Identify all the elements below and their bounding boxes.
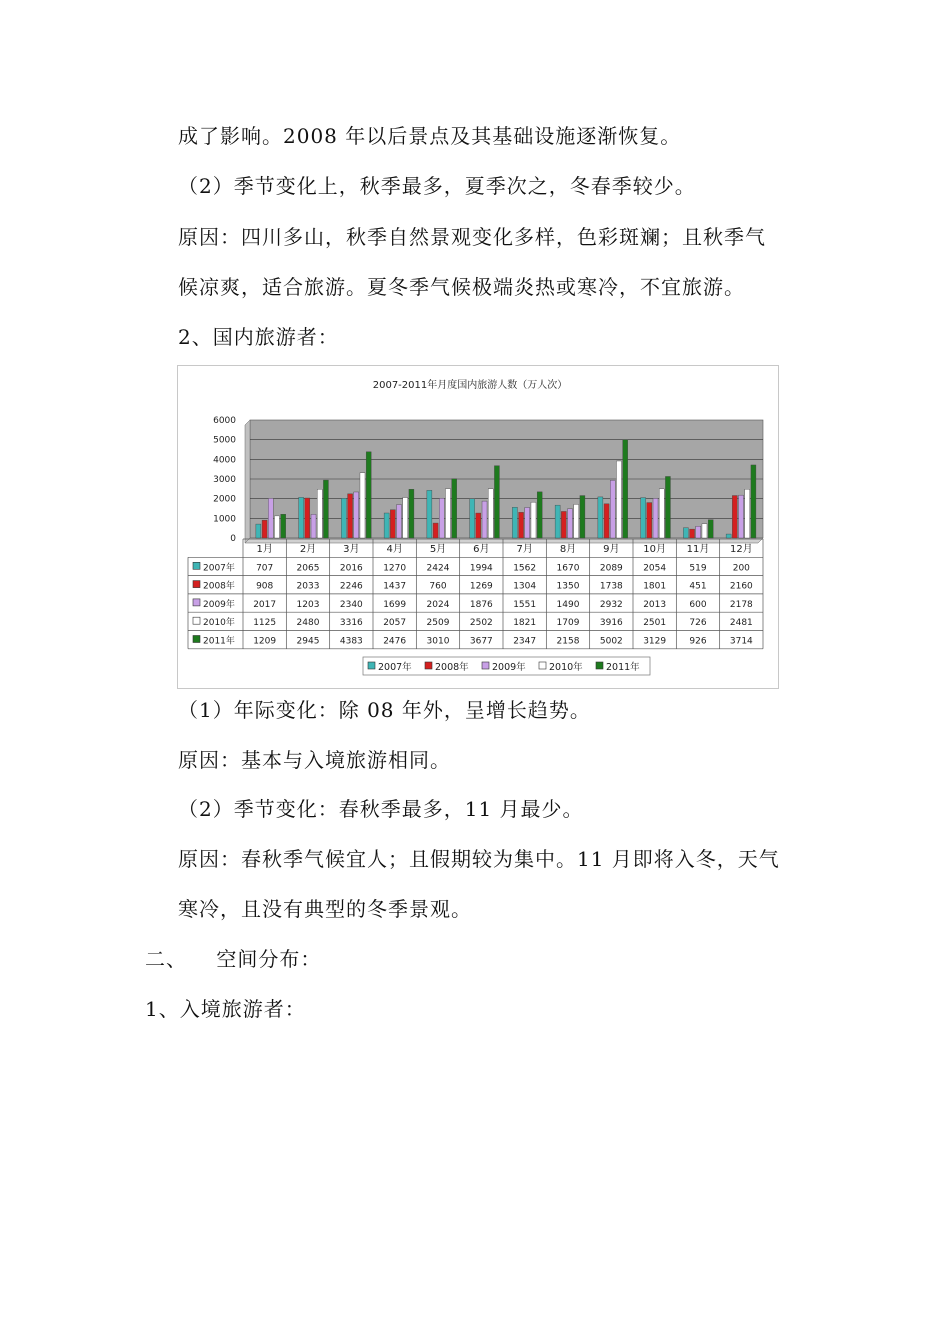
data-label: 1125 — [253, 618, 277, 629]
table-legend-swatch — [193, 599, 200, 606]
data-label: 1304 — [513, 581, 537, 592]
legend-swatch — [596, 662, 603, 669]
y-tick-label: 5000 — [213, 435, 236, 446]
data-label: 600 — [689, 599, 707, 610]
bar — [281, 514, 286, 538]
x-tick-label: 7月 — [516, 544, 533, 555]
bar — [323, 480, 328, 538]
data-label: 2160 — [729, 581, 753, 592]
bar — [580, 496, 585, 538]
y-tick-label: 4000 — [213, 455, 236, 466]
bar — [726, 534, 731, 538]
table-legend-swatch — [193, 562, 200, 569]
x-tick-label: 9月 — [603, 544, 620, 555]
data-label: 3677 — [469, 636, 493, 647]
legend-swatch — [368, 662, 375, 669]
legend-swatch — [482, 662, 489, 669]
bar — [683, 528, 688, 538]
bar — [659, 489, 664, 538]
data-label: 5002 — [599, 636, 623, 647]
paragraph-line-2: （2）季节变化上，秋季最多，夏季次之，冬春季较少。 — [178, 174, 696, 198]
data-label: 1551 — [513, 599, 537, 610]
y-tick-label: 3000 — [213, 475, 236, 485]
data-label: 3316 — [339, 618, 363, 629]
bar — [739, 495, 744, 538]
table-legend-swatch — [193, 581, 200, 588]
bar — [256, 524, 261, 538]
section-heading-inbound: 1、入境旅游者： — [145, 997, 306, 1021]
bar — [452, 479, 457, 538]
data-label: 519 — [689, 563, 707, 574]
data-label: 1801 — [643, 581, 667, 592]
y-tick-label: 1000 — [213, 514, 236, 525]
legend-label: 2011年 — [606, 662, 640, 673]
bar — [653, 498, 658, 538]
bar — [537, 492, 542, 538]
bar — [494, 466, 499, 538]
bar — [409, 489, 414, 538]
chart-title: 2007-2011年月度国内旅游人数（万人次） — [372, 380, 568, 391]
data-label: 2347 — [513, 636, 537, 647]
bar — [610, 480, 615, 538]
data-label: 2054 — [643, 563, 667, 574]
bar — [696, 526, 701, 538]
bar — [641, 498, 646, 538]
data-label: 451 — [689, 581, 707, 592]
data-label: 2932 — [599, 599, 623, 610]
bar — [732, 496, 737, 538]
bar — [482, 501, 487, 538]
bar — [305, 498, 310, 538]
data-label: 1876 — [469, 599, 493, 610]
bar — [262, 520, 267, 538]
legend-label: 2008年 — [435, 662, 469, 673]
data-label: 1269 — [469, 581, 493, 592]
bar — [348, 494, 353, 538]
data-label: 2178 — [729, 599, 753, 610]
legend-label: 2007年 — [378, 662, 412, 673]
data-label: 2033 — [296, 581, 320, 592]
data-label: 2089 — [599, 563, 623, 574]
y-tick-label: 0 — [230, 534, 236, 544]
bar — [598, 497, 603, 538]
data-label: 1209 — [253, 636, 277, 647]
bar — [690, 529, 695, 538]
bar — [299, 497, 304, 538]
bar — [433, 523, 438, 538]
bar — [311, 514, 316, 538]
data-label: 1670 — [556, 563, 580, 574]
bar — [360, 473, 365, 538]
bar — [366, 452, 371, 538]
bar — [751, 465, 756, 538]
data-label: 2340 — [339, 599, 363, 610]
x-tick-label: 10月 — [643, 544, 667, 555]
bar — [445, 489, 450, 538]
bar — [439, 498, 444, 538]
data-label: 2502 — [469, 618, 493, 629]
bar — [604, 504, 609, 538]
bar — [384, 513, 389, 538]
x-tick-label: 8月 — [559, 544, 577, 555]
bar — [708, 520, 713, 538]
table-series-label: 2011年 — [203, 636, 235, 647]
data-label: 2065 — [296, 563, 320, 574]
y-tick-label: 2000 — [213, 494, 236, 505]
data-label: 3129 — [643, 636, 667, 647]
data-label: 2057 — [383, 618, 407, 629]
bar — [512, 507, 517, 538]
bar — [268, 498, 273, 538]
table-series-label: 2007年 — [203, 563, 235, 574]
data-label: 200 — [732, 563, 750, 574]
bar — [274, 516, 279, 538]
data-label: 1821 — [513, 618, 537, 629]
x-tick-label: 3月 — [343, 544, 360, 555]
data-label: 1994 — [469, 563, 493, 574]
paragraph-line-8b: 寒冷，且没有典型的冬季景观。 — [178, 897, 472, 921]
bar — [397, 505, 402, 538]
data-label: 1270 — [383, 563, 407, 574]
bar — [427, 490, 432, 538]
x-tick-label: 6月 — [473, 544, 490, 555]
section-heading-domestic: 2、国内旅游者： — [178, 325, 339, 349]
bar — [476, 513, 481, 538]
data-label: 1437 — [383, 581, 407, 592]
x-tick-label: 4月 — [386, 544, 403, 555]
legend-label: 2010年 — [549, 662, 583, 673]
x-tick-label: 1月 — [256, 544, 273, 555]
x-tick-label: 12月 — [729, 544, 753, 555]
bar — [623, 440, 628, 538]
data-label: 2945 — [296, 636, 320, 647]
data-label: 1738 — [599, 581, 623, 592]
data-label: 908 — [256, 581, 274, 592]
bar — [470, 499, 475, 538]
data-label: 2476 — [383, 636, 407, 647]
legend-swatch — [425, 662, 432, 669]
bar — [568, 509, 573, 538]
table-legend-swatch — [193, 636, 200, 643]
paragraph-line-1: 成了影响。2008 年以后景点及其基础设施逐渐恢复。 — [178, 124, 682, 148]
x-tick-label: 5月 — [429, 544, 447, 555]
bar — [574, 504, 579, 538]
bar — [354, 492, 359, 538]
y-tick-label: 6000 — [213, 416, 236, 426]
data-label: 1709 — [556, 618, 580, 629]
bar — [403, 498, 408, 538]
data-label: 2480 — [296, 618, 320, 629]
data-label: 3714 — [729, 636, 753, 647]
plot-side-wall — [245, 420, 250, 543]
data-label: 760 — [429, 581, 447, 592]
bar — [525, 507, 530, 538]
data-label: 726 — [689, 618, 707, 629]
data-label: 2024 — [426, 599, 450, 610]
paragraph-line-8a: 原因：春秋季气候宜人；且假期较为集中。11 月即将入冬，天气 — [178, 847, 780, 871]
bar — [647, 503, 652, 538]
bar — [519, 512, 524, 538]
legend-swatch — [539, 662, 546, 669]
bar — [317, 489, 322, 538]
paragraph-line-3b: 候凉爽，适合旅游。夏冬季气候极端炎热或寒冷，不宜旅游。 — [178, 275, 745, 299]
data-label: 3010 — [426, 636, 450, 647]
bar — [616, 461, 621, 538]
table-series-label: 2008年 — [203, 581, 235, 592]
x-tick-label: 2月 — [299, 544, 317, 555]
bar — [488, 489, 493, 538]
data-label: 2013 — [643, 599, 667, 610]
x-tick-label: 11月 — [686, 544, 710, 555]
legend-label: 2009年 — [492, 662, 526, 673]
data-label: 707 — [256, 563, 274, 574]
table-series-label: 2009年 — [203, 599, 235, 610]
data-label: 3916 — [599, 618, 623, 629]
table-series-label: 2010年 — [203, 618, 235, 629]
data-label: 2481 — [729, 618, 753, 629]
data-label: 2158 — [556, 636, 580, 647]
bar — [555, 505, 560, 538]
paragraph-line-3a: 原因：四川多山，秋季自然景观变化多样，色彩斑斓；且秋季气 — [178, 225, 766, 249]
data-label: 1562 — [513, 563, 537, 574]
bar — [561, 511, 566, 538]
bar — [341, 498, 346, 538]
paragraph-line-7: （2）季节变化：春秋季最多，11 月最少。 — [178, 797, 584, 821]
data-label: 4383 — [339, 636, 363, 647]
data-label: 926 — [689, 636, 707, 647]
table-legend-swatch — [193, 617, 200, 624]
data-label: 2017 — [253, 599, 277, 610]
paragraph-line-5: （1）年际变化：除 08 年外，呈增长趋势。 — [178, 698, 591, 722]
data-label: 1203 — [296, 599, 320, 610]
data-label: 2509 — [426, 618, 450, 629]
bar — [665, 476, 670, 538]
data-label: 2501 — [643, 618, 667, 629]
bar — [745, 489, 750, 538]
bar — [702, 524, 707, 538]
section-heading-spatial: 二、 空间分布： — [145, 947, 322, 971]
data-label: 1490 — [556, 599, 580, 610]
data-label: 2016 — [339, 563, 363, 574]
bar-chart — [177, 365, 779, 689]
chart-canvas — [178, 366, 778, 688]
paragraph-line-6: 原因：基本与入境旅游相同。 — [178, 748, 451, 772]
bar — [531, 502, 536, 538]
bar — [390, 510, 395, 538]
data-label: 2424 — [426, 563, 450, 574]
data-label: 1699 — [383, 599, 407, 610]
data-label: 2246 — [339, 581, 363, 592]
data-label: 1350 — [556, 581, 580, 592]
